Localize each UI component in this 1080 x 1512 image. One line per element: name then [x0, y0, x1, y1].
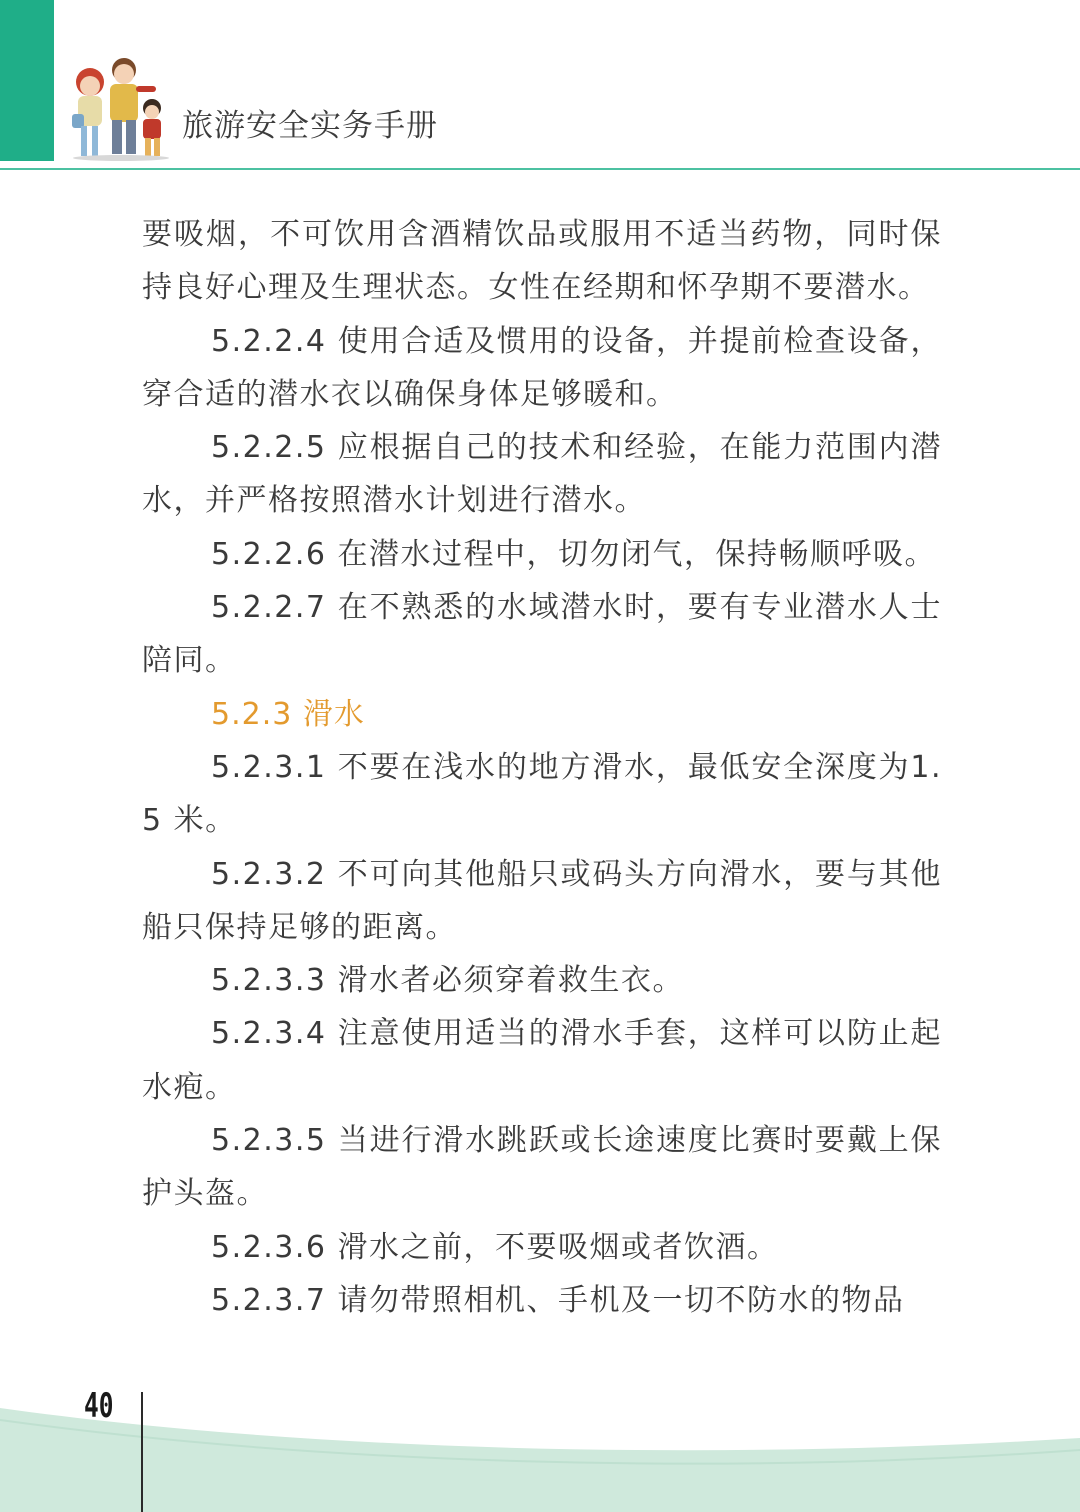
book-title: 旅游安全实务手册: [182, 108, 438, 144]
family-illustration-icon: [66, 56, 176, 162]
paragraph-5-2-2-4: 5.2.2.4 使用合适及惯用的设备，并提前检查设备，穿合适的潜水衣以确保身体足够暖和。: [142, 323, 942, 412]
paragraph-5-2-3-1: 5.2.3.1 不要在浅水的地方滑水，最低安全深度为1.5 米。: [142, 749, 942, 839]
page-body: [142, 208, 942, 1327]
paragraph-5-2-3-4: 5.2.3.4 注意使用适当的滑水手套，这样可以防止起水疱。: [142, 1016, 942, 1105]
paragraph-5-2-3-6: 5.2.3.6 滑水之前，不要吸烟或者饮酒。: [211, 1229, 779, 1265]
page-number-divider: [141, 1392, 143, 1512]
header-color-tab: [0, 0, 54, 161]
page-number: 40: [84, 1386, 114, 1426]
paragraph-5-2-2-7: 5.2.2.7 在不熟悉的水域潜水时，要有专业潜水人士陪同。: [142, 590, 942, 679]
paragraph-5-2-2-5: 5.2.2.5 应根据自己的技术和经验，在能力范围内潜水，并严格按照潜水计划进行潜水。: [142, 430, 942, 519]
paragraph-5-2-3-2: 5.2.3.2 不可向其他船只或码头方向滑水，要与其他船只保持足够的距离。: [142, 856, 942, 945]
paragraph-5-2-3-3: 5.2.3.3 滑水者必须穿着救生衣。: [211, 963, 684, 999]
footer-wave-decoration: [0, 1380, 1080, 1512]
paragraph-continued: 要吸烟，不可饮用含酒精饮品或服用不适当药物，同时保持良好心理及生理状态。女性在经期和怀孕期不要潜水。: [142, 217, 942, 306]
section-heading-5-2-3: 5.2.3 滑水: [211, 696, 365, 732]
paragraph-5-2-3-5: 5.2.3.5 当进行滑水跳跃或长途速度比赛时要戴上保护头盔。: [142, 1123, 942, 1212]
header-divider: [0, 168, 1080, 170]
paragraph-5-2-2-6: 5.2.2.6 在潜水过程中，切勿闭气，保持畅顺呼吸。: [211, 536, 936, 572]
paragraph-5-2-3-7: 5.2.3.7 请勿带照相机、手机及一切不防水的物品: [211, 1282, 905, 1318]
